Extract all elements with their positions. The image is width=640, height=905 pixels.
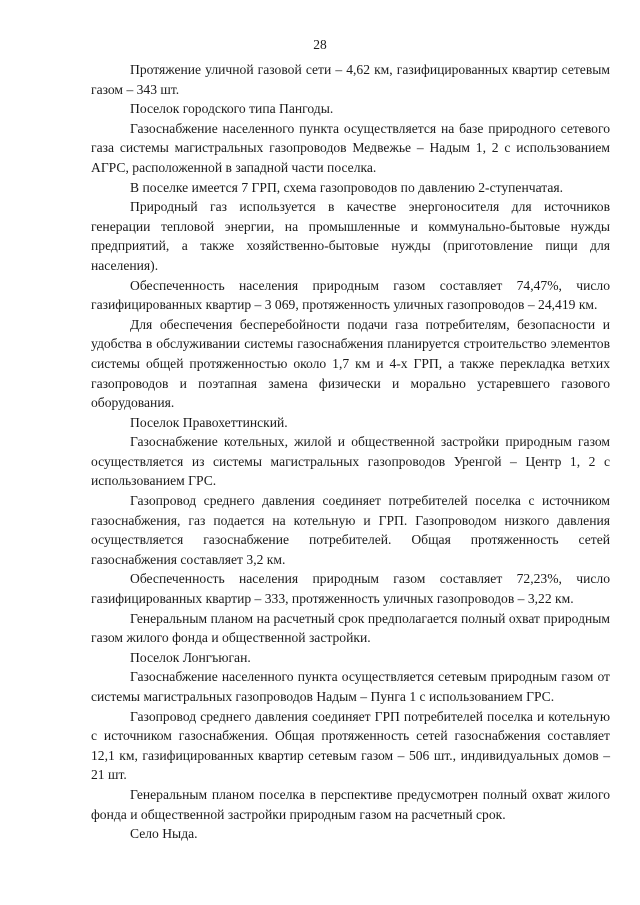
paragraph-pravokhettinsky-coverage: Обеспеченность населения природным газом составляет 72,23%, число газифицированных квартир – 333, протяженность уличных газопроводов – 3,22 км.	[91, 571, 610, 607]
paragraph-longyugan-pipeline: Газопровод среднего давления соединяет ГРП потребителей поселка и котельную с источником газоснабжения. Общая протяженность сетей газоснабжения составляет 12,1 км, газифицированных квартир сетевым газом – 506 шт., индивидуальных домов – 21 шт.	[91, 708, 610, 783]
heading-nyda: Село Ныда.	[130, 826, 198, 842]
paragraph-pangody-coverage: Обеспеченность населения природным газом составляет 74,47%, число газифицированных квартир – 3 069, протяженность уличных газопроводов – 24,419 км.	[91, 277, 610, 313]
paragraph-pangody-grp: В поселке имеется 7 ГРП, схема газопроводов по давлению 2-ступенчатая.	[130, 179, 564, 195]
body-text	[91, 60, 610, 844]
heading-longyugan: Поселок Лонгъюган.	[130, 649, 251, 665]
paragraph-pravokhettinsky-plan: Генеральным планом на расчетный срок предполагается полный охват природным газом жилого фонда и общественной застройки.	[91, 610, 610, 646]
paragraph-pravokhettinsky-supply: Газоснабжение котельных, жилой и общественной застройки природным газом осуществляется из системы магистральных газопроводов Уренгой – Центр 1, 2 с использованием ГРС.	[91, 434, 610, 489]
heading-pravokhettinsky: Поселок Правохеттинский.	[130, 414, 288, 430]
paragraph-pangody-plans: Для обеспечения бесперебойности подачи газа потребителям, безопасности и удобства в обслуживании системы газоснабжения планируется строительство элементов системы общей протяженностью около 1,7 км и 4-х ГРП, а также перекладка ветхих газопроводов и поэтапная замена физически и морально устаревшего газового оборудования.	[91, 316, 610, 411]
paragraph-longyugan-supply: Газоснабжение населенного пункта осуществляется сетевым природным газом от системы магистральных газопроводов Надым – Пунга 1 с использованием ГРС.	[91, 669, 610, 704]
paragraph-gas-network-length: Протяжение уличной газовой сети – 4,62 км, газифицированных квартир сетевым газом – 343 шт.	[91, 62, 610, 97]
heading-pangody: Поселок городского типа Пангоды.	[130, 101, 334, 117]
paragraph-pravokhettinsky-pipeline: Газопровод среднего давления соединяет потребителей поселка с источником газоснабжения, газ подается на котельную и ГРП. Газопроводом низкого давления осуществляется газоснабжение потребителей. Общая протяженность сетей газоснабжения составляет 3,2 км.	[91, 493, 610, 567]
paragraph-pangody-usage: Природный газ используется в качестве энергоносителя для источников генерации тепловой энергии, на промышленные и коммунально-бытовые нужды предприятий, а также хозяйственно-бытовые нужды (приготовление пищи для населения).	[91, 199, 610, 273]
paragraph-longyugan-plan: Генеральным планом поселка в перспективе предусмотрен полный охват жилого фонда и общественной застройки природным газом на расчетный срок.	[91, 786, 610, 822]
paragraph-pangody-supply: Газоснабжение населенного пункта осуществляется на базе природного сетевого газа системы магистральных газопроводов Медвежье – Надым 1, 2 с использованием АГРС, расположенной в западной части поселка.	[91, 120, 610, 175]
page-number: 28	[313, 37, 327, 52]
